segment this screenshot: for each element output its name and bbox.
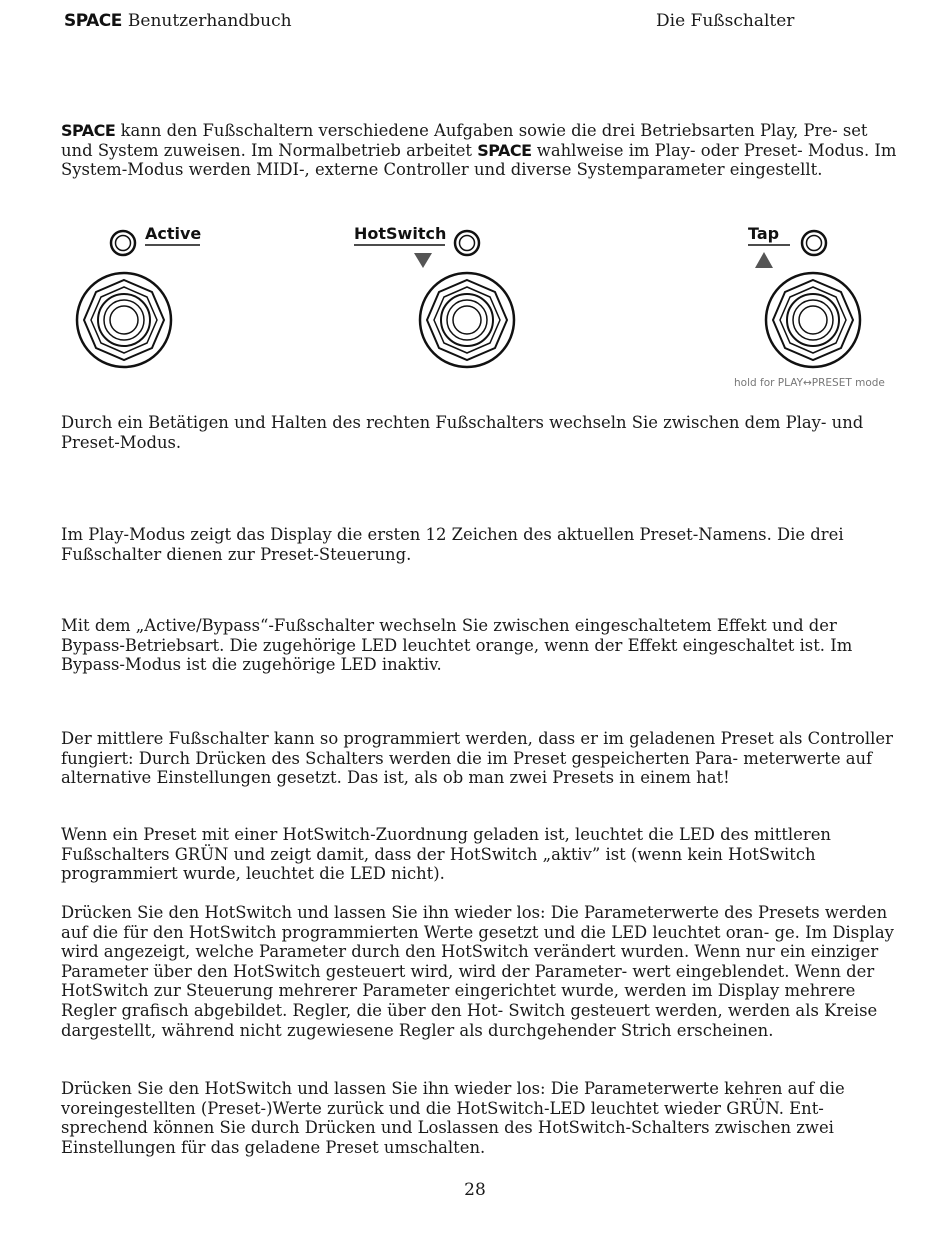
intro-text-1: kann den Fußschaltern verschiedene Aufgaben sowie die drei Betriebsarten Play, Pre- set und System zuweisen. Im Normalbetrieb arbeitet (61, 121, 868, 160)
space-logo: SPACE (64, 11, 122, 31)
paragraph-hotswitch-release: Drücken Sie den HotSwitch und lassen Sie ihn wieder los: Die Parameterwerte kehren auf die voreingestellten (Preset-)Werte zurück und die HotSwitch-LED leuchtet wieder GRÜN. Ent- sprechend können Sie durch Drücken und Loslassen des HotSwitch-Schalters zwischen zwei Einstellungen für das geladene Preset umschalten. (61, 1079, 845, 1157)
intro-paragraph (61, 121, 901, 180)
triangle-up-icon (755, 252, 773, 268)
intro-text-2: wahlweise im Play- oder Preset- Modus. Im System-Modus werden MIDI-, externe Controller und diverse Systemparameter eingestellt. (61, 140, 897, 180)
paragraph-active-bypass: Mit dem „Active/Bypass“-Fußschalter wechseln Sie zwischen eingeschaltetem Effekt und der Bypass-Betriebsart. Die zugehörige LED leuchtet orange, wenn der Effekt eingeschaltet ist. Im Bypass-Modus ist die zugehörige LED inaktiv. (61, 616, 853, 675)
section-title: Die Fußschalter (656, 11, 795, 31)
active-label: Active (145, 224, 202, 243)
page-number: 28 (464, 1180, 486, 1200)
hotswitch-footswitch[interactable] (420, 273, 514, 367)
footswitch-diagram (0, 215, 950, 395)
tap-label: Tap (748, 224, 780, 243)
paragraph-hotswitch-led: Wenn ein Preset mit einer HotSwitch-Zuordnung geladen ist, leuchtet die LED des mittleren Fußschalters GRÜN und zeigt damit, dass der HotSwitch „aktiv” ist (wenn kein HotSwitch programmiert wurde, leuchtet die LED nicht). (61, 825, 831, 884)
paragraph-play-mode: Im Play-Modus zeigt das Display die ersten 12 Zeichen des aktuellen Preset-Namens. Die drei Fußschalter dienen zur Preset-Steuerung. (61, 525, 844, 564)
tap-footswitch[interactable] (766, 273, 860, 367)
tap-led (802, 231, 826, 255)
hold-note: hold for PLAY↔PRESET mode (734, 377, 885, 389)
hotswitch-label: HotSwitch (354, 224, 447, 243)
active-footswitch[interactable] (77, 273, 171, 367)
hotswitch-led (455, 231, 479, 255)
page-header-left (64, 11, 292, 31)
space-logo-inline: SPACE (61, 121, 116, 140)
header-title: Benutzerhandbuch (127, 11, 292, 31)
active-led (111, 231, 135, 255)
space-logo-inline-2: SPACE (477, 140, 532, 160)
paragraph-hotswitch-press: Drücken Sie den HotSwitch und lassen Sie ihn wieder los: Die Parameterwerte des Presets werden auf die für den HotSwitch programmierten Werte gesetzt und die LED leuchtet oran- ge. Im Display wird angezeigt, welche Parameter durch den HotSwitch verändert wurden. Wenn nur ein einziger Parameter über den HotSwitch gesteuert wird, wird der Parameter- wert eingeblendet. Wenn der HotSwitch zur Steuerung mehrerer Parameter eingerichtet wurde, werden im Display mehrere Regler grafisch abgebildet. Regler, die über den Hot- Switch gesteuert werden, werden als Kreise dargestellt, während nicht zugewiesene Regler als durchgehender Strich erscheinen. (61, 903, 894, 1040)
paragraph-mode-switch: Durch ein Betätigen und Halten des rechten Fußschalters wechseln Sie zwischen dem Play- und Preset-Modus. (61, 413, 864, 452)
paragraph-hotswitch-intro: Der mittlere Fußschalter kann so programmiert werden, dass er im geladenen Preset als Controller fungiert: Durch Drücken des Schalters werden die im Preset gespeicherten Para- meterwerte auf alternative Einstellungen gesetzt. Das ist, als ob man zwei Presets in einem hat! (61, 729, 893, 788)
triangle-down-icon (414, 253, 432, 268)
